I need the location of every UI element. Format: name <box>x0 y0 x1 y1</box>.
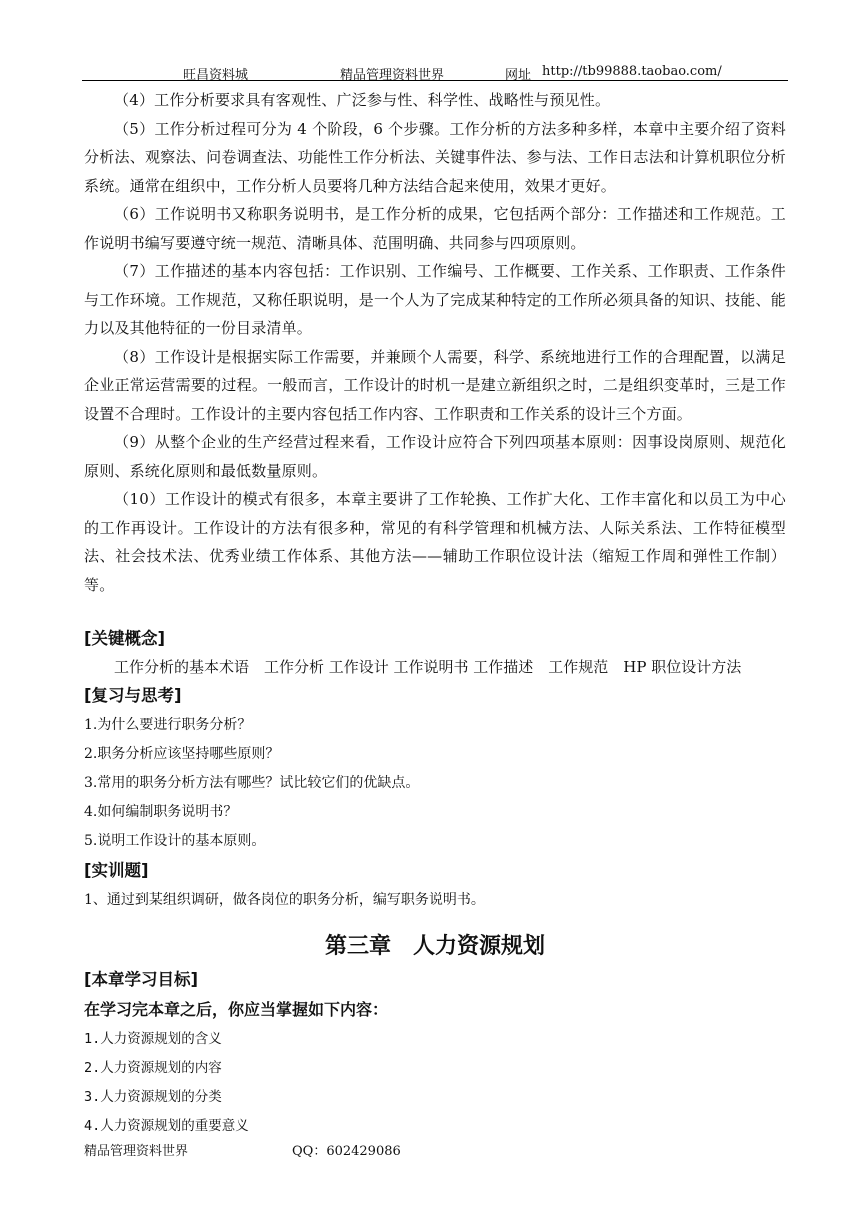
review-item: 2.职务分析应该坚持哪些原则？ <box>84 746 280 762</box>
chapter-title: 第三章 人力资源规划 <box>324 934 545 959</box>
review-item: 1.为什么要进行职务分析？ <box>84 717 252 733</box>
page-header <box>0 62 868 82</box>
objective-item: 4.人力资源规划的重要意义 <box>84 1118 249 1134</box>
summary-paragraph: （5）工作分析过程可分为 4 个阶段，6 个步骤。工作分析的方法多种多样，本章中主要介绍了资料分析法、观察法、问卷调查法、功能性工作分析法、关键事件法、参与法、工作日志法和计算机职位分析系统。通常在组织中，工作分析人员要将几种方法结合起来使用，效果才更好。 <box>84 119 786 195</box>
summary-paragraph: （8）工作设计是根据实际工作需要，并兼顾个人需要，科学、系统地进行工作的合理配置，以满足企业正常运营需要的过程。一般而言，工作设计的时机一是建立新组织之时，二是组织变革时，三是工作设置不合理时。工作设计的主要内容包括工作内容、工作职责和工作关系的设计三个方面。 <box>84 347 786 423</box>
review-item: 4.如何编制职务说明书？ <box>84 804 238 820</box>
header-center-text: 精品管理资料世界 <box>340 68 445 83</box>
footer-qq-text: QQ：602429086 <box>292 1144 401 1159</box>
header-url-label: 网址 <box>505 68 532 83</box>
summary-paragraph: （7）工作描述的基本内容包括：工作识别、工作编号、工作概要、工作关系、工作职责、工作条件与工作环境。工作规范，又称任职说明，是一个人为了完成某种特定的工作所必须具备的知识、技能、能力以及其他特征的一份目录清单。 <box>84 262 786 337</box>
footer-left-text: 精品管理资料世界 <box>84 1144 189 1159</box>
objective-item: 1.人力资源规划的含义 <box>84 1031 222 1047</box>
header-url-link[interactable]: http://tb99888.taobao.com/ <box>542 64 722 79</box>
review-item: 3.常用的职务分析方法有哪些？试比较它们的优缺点。 <box>84 775 420 791</box>
review-item: 5.说明工作设计的基本原则。 <box>84 833 266 849</box>
key-concepts-heading: [关键概念] <box>84 629 166 648</box>
summary-paragraph: （6）工作说明书又称职务说明书，是工作分析的成果，它包括两个部分：工作描述和工作规范。工作说明书编写要遵守统一规范、清晰具体、范围明确、共同参与四项原则。 <box>84 205 786 252</box>
practice-item: 1、通过到某组织调研，做各岗位的职务分析，编写职务说明书。 <box>84 892 485 908</box>
summary-paragraph: （9）从整个企业的生产经营过程来看，工作设计应符合下列四项基本原则：因事设岗原则、规范化原则、系统化原则和最低数量原则。 <box>84 433 786 480</box>
summary-paragraph: （10）工作设计的模式有很多，本章主要讲了工作轮换、工作扩大化、工作丰富化和以员工为中心的工作再设计。工作设计的方法有很多种，常见的有科学管理和机械方法、人际关系法、工作特征模型法、社会技术法、优秀业绩工作体系、其他方法——辅助工作职位设计法（缩短工作周和弹性工作制）等。 <box>84 490 786 594</box>
practice-heading: [实训题] <box>84 861 149 880</box>
objective-item: 3.人力资源规划的分类 <box>84 1089 222 1105</box>
review-heading: [复习与思考] <box>84 686 182 705</box>
header-left-text: 旺昌资料城 <box>183 68 249 83</box>
objectives-heading: [本章学习目标] <box>84 970 199 989</box>
header-divider <box>82 80 788 81</box>
objectives-lead: 在学习完本章之后，你应当掌握如下内容： <box>84 1000 389 1019</box>
summary-paragraph: （4）工作分析要求具有客观性、广泛参与性、科学性、战略性与预见性。 <box>114 91 611 109</box>
key-concepts-terms: 工作分析的基本术语 工作分析 工作设计 工作说明书 工作描述 工作规范 HP 职位设计方法 <box>114 658 742 676</box>
objective-item: 2.人力资源规划的内容 <box>84 1060 222 1076</box>
page-body <box>84 86 786 1141</box>
